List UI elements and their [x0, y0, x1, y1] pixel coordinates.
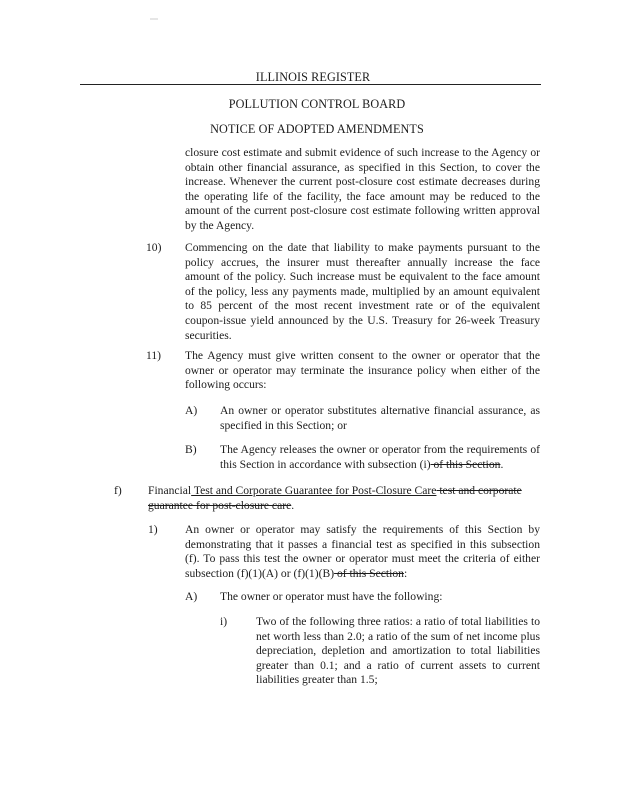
scan-speck [150, 18, 158, 20]
f1-struck: of this Section [334, 566, 404, 580]
f1a-text: The owner or operator must have the following: [220, 590, 443, 603]
register-title: ILLINOIS REGISTER [255, 70, 371, 84]
section-f-title-added: Test and Corporate Guarantee for Post-Closure Care [191, 484, 437, 497]
item-11-b-label: B) [185, 443, 197, 456]
board-title: POLLUTION CONTROL BOARD [228, 97, 406, 111]
notice-title: NOTICE OF ADOPTED AMENDMENTS [210, 122, 424, 136]
f1ai-text: Two of the following three ratios: a ratio of total liabilities to net worth less than 2.0; a ratio of the sum of net income plus depreciation, depletion and amortization to total liabilities greater than 0.1; and a ratio of current assets to current liabilities greater than 1.5; [256, 615, 540, 687]
item-10-label: 10) [146, 241, 162, 254]
item-10-text: Commencing on the date that liability to make payments pursuant to the policy accrues, the insurer must thereafter annually increase the face amount of the policy. Such increase must be equivalent to the face amount of the policy, less any payments made, multiplied by an amount equivalent to 85 percent of the most recent investment rate or of the equivalent coupon-issue yield announced by the U.S. Treasury for 26-week Treasury securities. [185, 241, 540, 342]
section-f-title-struck: test and corporate guarantee for post-closure care [148, 484, 522, 512]
item-11-b-struck: of this Section [430, 457, 501, 471]
f1-end: : [403, 566, 408, 580]
f1-label: 1) [148, 523, 158, 536]
item-11-a-label: A) [185, 404, 198, 417]
header-rule [80, 84, 541, 85]
item-11-b-paragraph [220, 443, 540, 472]
f1a-label: A) [185, 590, 198, 603]
f1-text: An owner or operator may satisfy the requirements of this Section by demonstrating that it passes a financial test as specified in this subsection (f). To pass this test the owner or operator must meet the criteria of either subsection (f)(1)(A) or (f)(1)(B) [185, 523, 540, 580]
f1ai-label: i) [220, 615, 228, 628]
section-f-title: Financial [148, 484, 192, 497]
section-f-title-end: . [291, 498, 295, 512]
section-f-label: f) [114, 484, 122, 497]
f1-paragraph [185, 523, 540, 581]
item-11-text: The Agency must give written consent to the owner or operator that the owner or operator may terminate the insurance policy when either of the following occurs: [185, 349, 540, 392]
continuation-paragraph: closure cost estimate and submit evidence of such increase to the Agency or obtain other financial assurance, as specified in this Section, to cover the increase. Whenever the current post-closure cost estimate decreases during the operating life of the facility, the face amount may be reduced to the amount of the current post-closure cost estimate following written approval by the Agency. [185, 146, 540, 232]
item-11-label: 11) [146, 349, 162, 362]
section-f-heading [148, 484, 540, 513]
item-11-a-text: An owner or operator substitutes alternative financial assurance, as specified in this Section; or [220, 404, 540, 432]
item-11-b-end: . [500, 457, 504, 471]
item-11-b-text: The Agency releases the owner or operator from the requirements of this Section in accordance with subsection (i) [220, 443, 540, 471]
